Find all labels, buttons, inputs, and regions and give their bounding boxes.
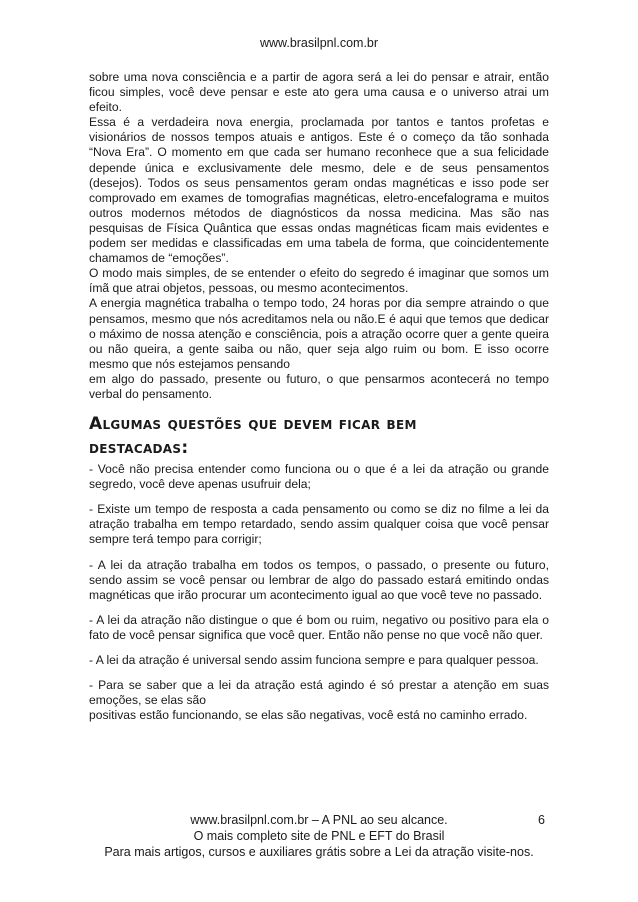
footer-line-3: Para mais artigos, cursos e auxiliares grátis sobre a Lei da atração visite-nos. (104, 845, 534, 859)
intro-paragraph: O modo mais simples, de se entender o efeito do segredo é imaginar que somos um ímã que atrai objetos, pessoas, ou mesmo acontecimentos. (89, 266, 549, 296)
footer-line-1 (0, 812, 638, 828)
bullet-item: - A lei da atração não distingue o que é bom ou ruim, negativo ou positivo para ela o fato de você pensar significa que você quer. Então não pense no que você não quer. (89, 612, 549, 642)
page-footer (0, 812, 638, 860)
bullet-item: - A lei da atração trabalha em todos os tempos, o passado, o presente ou futuro, sendo assim se você pensar ou lembrar de algo do passado estará emitindo ondas magnéticas que irão procurar um acontecimento igual ao que você teve no passado. (89, 557, 549, 602)
header-url: www.brasilpnl.com.br (259, 36, 379, 50)
intro-paragraph: Essa é a verdadeira nova energia, proclamada por tantos e tantos profetas e visionários de nossos tempos atuais e antigos. Este é o começo da tão sonhada “Nova Era”. O momento em que cada ser humano reconhece que a sua felicidade depende única e exclusivamente dele mesmo, dele e de seus pensamentos (desejos). Todos os seus pensamentos geram ondas magnéticas e isso pode ser comprovado em exames de tomografias magnéticas, eletro-encefalograma e muitos outros modernos métodos de diagnósticos da nossa medicina. Mas são nas pesquisas de Física Quântica que essas ondas magnéticas ficam mais evidentes e podem ser medidas e classificadas em uma tabela de forma, que coincidentemente chamamos de “emoções”. (89, 115, 549, 266)
intro-paragraph: em algo do passado, presente ou futuro, o que pensarmos acontecerá no tempo verbal do pensamento. (89, 371, 549, 401)
bullet-item: - Existe um tempo de resposta a cada pensamento ou como se diz no filme a lei da atração trabalha em tempo retardado, sendo assim qualquer coisa que você pensar sempre terá tempo para corrigir; (89, 502, 549, 547)
bullet-item: - Você não precisa entender como funciona ou o que é a lei da atração ou grande segredo, você deve apenas usufruir dela; (89, 462, 549, 492)
intro-paragraph: sobre uma nova consciência e a partir de agora será a lei do pensar e atrair, então ficou simples, você deve pensar e este ato gera uma causa e o universo atrai um efeito. (89, 70, 549, 115)
footer-line-2: O mais completo site de PNL e EFT do Brasil (193, 829, 445, 843)
intro-paragraph: A energia magnética trabalha o tempo todo, 24 horas por dia sempre atraindo o que pensamos, mesmo que nós acreditamos nela ou não.E é aqui que temos que dedicar o máximo de nossa atenção e consciência, pois a atração ocorre quer a gente queira ou não queira, a gente saiba ou não, quer seja algo ruim ou bom. E isso ocorre mesmo que nós estejamos pensando (89, 296, 549, 371)
bullet-item: - A lei da atração é universal sendo assim funciona sempre e para qualquer pessoa. (89, 653, 539, 667)
body-text (89, 70, 549, 723)
page-number: 6 (538, 813, 545, 827)
footer-site-link[interactable]: www.brasilpnl.com.br – A PNL ao seu alcance. (190, 813, 448, 827)
section-heading: Algumas questões que devem ficar bem destacadas: (89, 414, 417, 459)
bullet-item-continuation: positivas estão funcionando, se elas são negativas, você está no caminho errado. (89, 708, 528, 723)
bullet-item: - Para se saber que a lei da atração está agindo é só prestar a atenção em suas emoções, se elas são (89, 678, 549, 708)
